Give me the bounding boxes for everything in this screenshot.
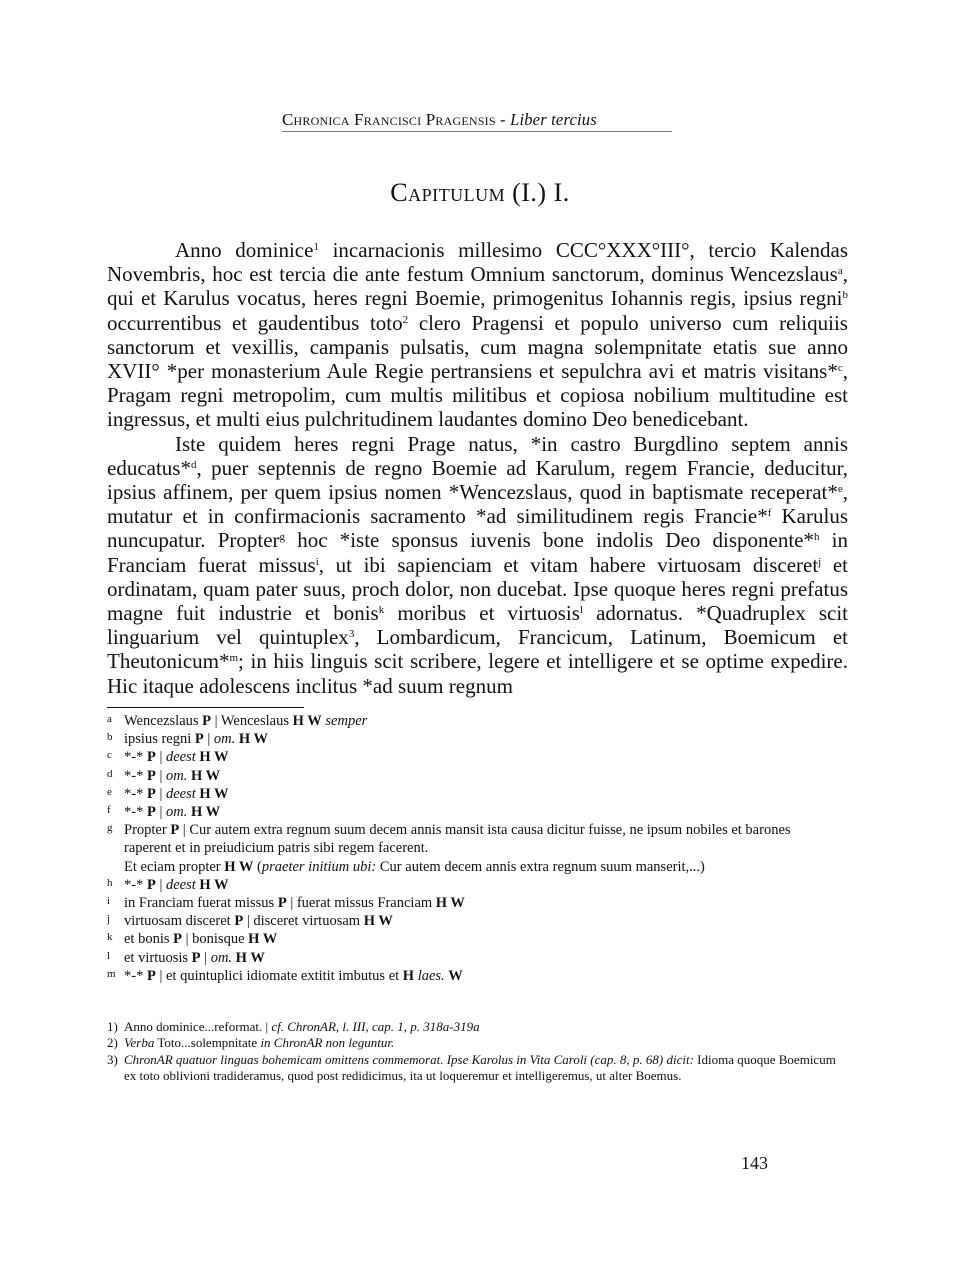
critical-apparatus xyxy=(107,712,807,985)
apparatus-letter: m xyxy=(107,967,116,980)
apparatus-letter: g xyxy=(107,822,113,835)
text-run: et ordinatam, quam pater suus, proch dolor, non ducebat. Ipse quoque heres regni prefatus magne fuit industrie et bonis xyxy=(107,552,849,626)
editorial-italic: semper xyxy=(325,713,368,729)
text-run: | xyxy=(203,731,214,748)
apparatus-note xyxy=(107,912,807,930)
text-run: , ut ibi sapienciam et vitam habere virtuosam disceret xyxy=(318,552,819,577)
text-run: | et quintuplici idiomate extitit imbutus et xyxy=(155,967,403,984)
text-run: Karulus nuncupatur. Propter xyxy=(107,504,848,553)
text-run: | xyxy=(155,749,166,766)
editorial-italic: Verba xyxy=(124,1035,155,1051)
text-run: Anno dominice...reformat. | xyxy=(124,1019,272,1034)
editorial-italic: cf. ChronAR, l. III, cap. 1, p. 318a-319a xyxy=(271,1019,480,1034)
note-reference: 3 xyxy=(348,628,355,641)
manuscript-siglum: H W xyxy=(199,749,229,766)
page-number: 143 xyxy=(741,1153,768,1173)
text-run: adornatus. *Quadruplex scit linguarium vel quintuplex xyxy=(107,601,848,650)
note-reference: 2 xyxy=(402,313,409,326)
text-run: *-* xyxy=(124,967,147,984)
note-reference: a xyxy=(837,265,843,278)
apparatus-note xyxy=(107,803,807,821)
main-text xyxy=(107,238,848,698)
apparatus-note xyxy=(107,894,807,912)
manuscript-siglum: P xyxy=(202,713,212,729)
apparatus-letter: b xyxy=(107,731,113,744)
note-reference: e xyxy=(837,483,843,496)
text-run: virtuosam disceret xyxy=(124,913,235,930)
text-run: , Lombardicum, Francicum, Latinum, Boemicum et Theutonicum* xyxy=(107,625,848,674)
text-run: , Pragam regni metropolim, cum multis militibus et copiosa nobilium multitudine est ingressus, et multi eius pulchritudinem laudantes domino Deo benedicebant. xyxy=(107,359,848,432)
note-reference: f xyxy=(767,507,772,520)
note-reference: i xyxy=(315,555,319,568)
apparatus-note xyxy=(107,712,807,730)
source-number: 2) xyxy=(107,1035,118,1051)
manuscript-siglum: P xyxy=(194,731,204,748)
text-run: Et eciam propter xyxy=(124,858,225,875)
text-run: moribus et virtuosis xyxy=(384,601,580,626)
manuscript-siglum: H W xyxy=(435,895,465,912)
editorial-italic: in ChronAR non leguntur. xyxy=(260,1035,395,1051)
text-run: | xyxy=(200,949,211,966)
text-run: ; in hiis linguis scit scribere, legere et intelligere et se optime expedire. Hic itaque adolescens inclitus *ad suum regnum xyxy=(107,649,848,698)
text-run: Propter xyxy=(124,822,171,839)
text-run: Cur autem decem annis extra regnum suum manserit,...) xyxy=(376,858,705,875)
note-reference: b xyxy=(842,289,848,302)
apparatus-letter: e xyxy=(107,785,112,798)
manuscript-siglum: P xyxy=(146,785,156,802)
manuscript-siglum: H W xyxy=(190,804,221,821)
apparatus-note xyxy=(107,730,807,748)
text-run: *-* xyxy=(124,876,147,893)
note-reference: j xyxy=(818,555,822,568)
apparatus-letter: h xyxy=(107,876,113,889)
text-run: | fuerat missus Franciam xyxy=(286,895,436,912)
source-number: 3) xyxy=(107,1051,118,1067)
note-reference: m xyxy=(229,652,239,665)
text-run: Iste quidem heres regni Prage natus, *in castro Burgdlino septem annis educatus* xyxy=(107,431,848,480)
apparatus-letter: i xyxy=(107,895,111,908)
note-reference: c xyxy=(837,362,843,375)
note-reference: l xyxy=(579,604,583,617)
text-run: | xyxy=(155,767,166,784)
paragraph-1 xyxy=(107,238,848,432)
paragraph-2 xyxy=(107,432,848,698)
apparatus-note xyxy=(107,876,807,894)
manuscript-siglum: P xyxy=(277,895,287,912)
note-reference: 1 xyxy=(313,241,319,253)
apparatus-note xyxy=(107,949,807,967)
apparatus-letter: c xyxy=(107,749,112,762)
manuscript-siglum: P xyxy=(234,913,244,930)
editorial-italic: deest xyxy=(165,876,196,893)
apparatus-note xyxy=(107,785,807,803)
manuscript-siglum: H W xyxy=(199,876,229,893)
manuscript-siglum: H W xyxy=(248,931,278,948)
manuscript-siglum: P xyxy=(191,949,201,966)
manuscript-siglum: P xyxy=(146,804,156,821)
manuscript-siglum: H W xyxy=(363,913,393,930)
text-run: et virtuosis xyxy=(124,949,192,966)
editorial-italic: om. xyxy=(210,949,233,966)
manuscript-siglum: H W xyxy=(238,731,269,748)
text-run: , puer septennis de regno Boemie ad Karulum, regem Francie, deducitur, ipsius affinem, per quem ipsius nomen *Wencezslaus, quod in baptismate receperat* xyxy=(107,455,848,505)
text-run: occurrentibus et gaudentibus toto xyxy=(107,310,403,335)
text-run: | xyxy=(155,785,166,802)
manuscript-siglum: P xyxy=(146,967,156,984)
text-run: | Wenceslaus xyxy=(211,713,293,729)
text-run: *-* xyxy=(124,767,147,784)
manuscript-siglum: H W xyxy=(190,767,221,784)
source-notes xyxy=(107,1019,848,1084)
manuscript-siglum: H W xyxy=(292,713,322,729)
text-run: et bonis xyxy=(124,931,174,948)
apparatus-note xyxy=(107,821,807,876)
text-run: | xyxy=(155,876,166,893)
source-note xyxy=(107,1019,848,1035)
note-reference: g xyxy=(279,531,286,544)
apparatus-note xyxy=(107,930,807,948)
text-run: incarnacionis millesimo CCC°XXX°III°, tercio Kalendas Novembris, hoc est tercia die ante festum Omnium sanctorum, dominus Wencezslaus xyxy=(107,238,848,287)
running-head-rule xyxy=(282,131,672,132)
text-run: *-* xyxy=(124,804,147,821)
text-run: hoc *iste sponsus iuvenis bone indolis Deo disponente* xyxy=(285,528,814,553)
editorial-italic: praeter initium ubi: xyxy=(261,858,377,875)
editorial-italic: laes. xyxy=(417,967,445,984)
editorial-italic: ChronAR quatuor linguas bohemicam omittens commemorat. Ipse Karolus in Vita Caroli (cap. 8, p. 68) dicit: xyxy=(124,1051,694,1067)
text-run: | bonisque xyxy=(182,931,249,948)
manuscript-siglum: P xyxy=(173,931,182,948)
source-number: 1) xyxy=(107,1019,118,1034)
text-run: Idioma quoque Boemicum ex toto oblivioni tradideramus, quod post redidicimus, ita ut loqueremur et intelligeremus, ut alter Boemus. xyxy=(124,1051,836,1083)
note-reference: k xyxy=(378,604,385,617)
editorial-italic: om. xyxy=(165,767,188,784)
apparatus-letter: a xyxy=(107,713,112,725)
manuscript-siglum: H xyxy=(402,967,415,984)
editorial-italic: om. xyxy=(165,804,188,821)
apparatus-letter: k xyxy=(107,931,113,944)
source-note xyxy=(107,1035,848,1051)
text-run: | xyxy=(155,804,166,821)
footnote-separator xyxy=(107,707,304,708)
apparatus-letter: j xyxy=(107,913,111,926)
note-reference: h xyxy=(813,531,820,544)
manuscript-siglum: P xyxy=(146,749,156,766)
text-run: Wencezslaus xyxy=(124,713,203,729)
running-head-book: Liber tercius xyxy=(510,110,597,129)
source-note xyxy=(107,1052,848,1085)
manuscript-siglum: P xyxy=(146,876,156,893)
apparatus-note xyxy=(107,967,807,985)
text-run: Toto...solempnitate xyxy=(154,1035,261,1051)
note-reference: d xyxy=(190,458,197,471)
text-run: clero Pragensi et populo universo cum reliquiis sanctorum et vexillis, campanis pulsatis, cum magna solempnitate etatis sue anno XVII° *per monasterium Aule Regie pertransiens et sepulchra avi et matris visitans* xyxy=(107,310,848,384)
manuscript-siglum: H W xyxy=(235,949,265,966)
apparatus-note xyxy=(107,767,807,785)
manuscript-siglum: P xyxy=(170,822,180,839)
text-run: in Franciam fuerat missus xyxy=(107,528,848,577)
text-run: in Franciam fuerat missus xyxy=(124,895,278,912)
running-head-separator: - xyxy=(495,110,511,129)
manuscript-siglum: H W xyxy=(224,858,254,875)
manuscript-siglum: W xyxy=(448,967,463,984)
text-run: , mutatur et in confirmacionis sacramento *ad similitudinem regis Francie* xyxy=(107,480,848,529)
text-run: , qui et Karulus vocatus, heres regni Boemie, primogenitus Iohannis regis, ipsius regni xyxy=(107,262,848,311)
apparatus-letter: f xyxy=(107,804,111,817)
editorial-italic: om. xyxy=(213,731,236,748)
running-head-title: Chronica Francisci Pragensis xyxy=(282,110,496,129)
manuscript-siglum: H W xyxy=(199,785,229,802)
running-head xyxy=(282,110,672,130)
text-run: | disceret virtuosam xyxy=(243,913,364,930)
text-run: *-* xyxy=(124,785,147,802)
chapter-title: Capitulum (I.) I. xyxy=(390,178,570,207)
text-run: ( xyxy=(253,858,262,875)
text-run: ipsius regni xyxy=(124,731,195,748)
apparatus-letter: d xyxy=(107,767,113,780)
text-run: *-* xyxy=(124,749,147,766)
text-run: Anno dominice xyxy=(175,238,314,262)
apparatus-note xyxy=(107,748,807,766)
editorial-italic: deest xyxy=(165,785,196,802)
apparatus-letter: l xyxy=(107,949,111,962)
manuscript-siglum: P xyxy=(146,767,156,784)
editorial-italic: deest xyxy=(165,749,196,766)
text-run: | Cur autem extra regnum suum decem annis mansit ista causa dicitur fuisse, ne ipsum nobiles et barones raperent et in preiudicium patris sibi regem facerent. xyxy=(124,822,791,857)
